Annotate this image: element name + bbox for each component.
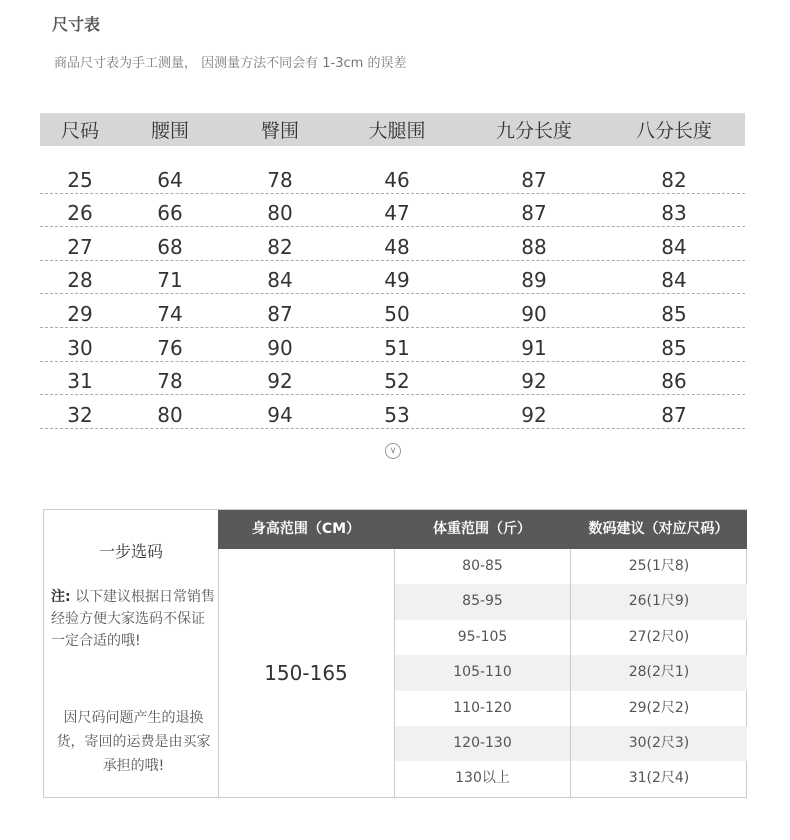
table-cell: 90	[521, 301, 547, 326]
page-title: 尺寸表	[52, 15, 101, 34]
table-cell: 84	[267, 268, 293, 293]
recommendation-info-panel	[44, 510, 219, 797]
table-cell: 28	[67, 268, 93, 293]
table-row	[40, 328, 745, 362]
table-cell: 83	[661, 201, 687, 226]
table-cell: 80	[267, 201, 293, 226]
table-row	[395, 726, 747, 761]
recommendation-title: 一步选码	[98, 542, 163, 561]
size-header-cell: 八分长度	[635, 120, 712, 142]
weight-range-cell: 85-95	[395, 584, 571, 619]
table-cell: 85	[661, 335, 687, 360]
header-weight-range: 体重范围（斤）	[433, 521, 531, 537]
measurement-note: 商品尺寸表为手工测量， 因测量方法不同会有 1-3cm 的误差	[54, 56, 407, 71]
table-cell: 51	[384, 335, 410, 360]
table-cell: 82	[661, 167, 687, 192]
weight-range-cell: 130以上	[395, 761, 571, 796]
table-cell: 90	[267, 335, 293, 360]
table-cell: 53	[384, 402, 410, 427]
weight-range-cell: 120-130	[395, 726, 571, 761]
table-cell: 68	[157, 234, 183, 259]
size-header-cell: 大腿围	[368, 120, 426, 142]
table-cell: 84	[661, 268, 687, 293]
table-cell: 48	[384, 234, 410, 259]
table-row	[395, 761, 747, 796]
table-row	[40, 362, 745, 396]
table-cell: 27	[67, 234, 93, 259]
table-cell: 86	[661, 369, 687, 394]
table-row	[40, 395, 745, 429]
size-suggestion-cell: 30(2尺3)	[628, 735, 690, 751]
table-cell: 76	[157, 335, 183, 360]
table-row	[40, 227, 745, 261]
table-row	[40, 194, 745, 228]
table-row	[395, 620, 747, 655]
table-cell: 92	[521, 369, 547, 394]
table-cell: 89	[521, 268, 547, 293]
table-cell: 91	[521, 335, 547, 360]
size-suggestion-cell: 31(2尺4)	[628, 770, 690, 787]
notice-text: 以下建议根据日常销售经验方便大家选码不保证一定合适的哦!	[51, 589, 216, 649]
table-cell: 88	[521, 234, 547, 259]
table-cell: 94	[267, 402, 293, 427]
recommendation-notice	[51, 586, 216, 652]
return-shipping-note: 因尺码问题产生的退换货，寄回的运费是由买家承担的哦!	[56, 710, 211, 774]
table-row	[395, 584, 747, 619]
size-suggestion-cell: 29(2尺2)	[628, 699, 690, 716]
header-height-range: 身高范围（CM）	[251, 521, 361, 537]
size-header-cell: 九分长度	[495, 120, 572, 142]
table-cell: 29	[67, 301, 93, 326]
size-table	[40, 113, 745, 429]
table-cell: 74	[157, 301, 183, 326]
table-row	[40, 294, 745, 328]
table-cell: 87	[521, 201, 547, 226]
size-recommendation-table	[43, 509, 747, 798]
table-row	[395, 691, 747, 726]
table-cell: 64	[157, 167, 183, 192]
table-row	[40, 261, 745, 295]
table-cell: 87	[661, 402, 687, 427]
table-cell: 49	[384, 268, 410, 293]
table-cell: 80	[157, 402, 183, 427]
table-cell: 87	[521, 167, 547, 192]
table-cell: 66	[157, 201, 183, 226]
table-cell: 46	[384, 167, 410, 192]
size-table-header	[40, 113, 745, 146]
notice-label: 注:	[51, 589, 71, 605]
table-row	[40, 160, 745, 194]
table-cell: 47	[384, 201, 410, 226]
size-header-cell: 尺码	[60, 120, 99, 142]
size-table-body	[40, 160, 745, 429]
recommendation-header	[218, 510, 747, 549]
weight-range-cell: 95-105	[395, 620, 571, 655]
table-cell: 32	[67, 402, 93, 427]
size-suggestion-cell: 25(1尺8)	[628, 558, 690, 574]
table-cell: 92	[521, 402, 547, 427]
table-cell: 84	[661, 234, 687, 259]
weight-range-cell: 105-110	[395, 655, 571, 690]
size-suggestion-cell: 27(2尺0)	[628, 628, 690, 645]
size-header-cell: 腰围	[150, 120, 189, 142]
table-cell: 71	[157, 268, 183, 293]
header-size-suggestion: 数码建议（对应尺码）	[588, 521, 729, 537]
size-header-cell: 臀围	[260, 120, 299, 142]
table-cell: 50	[384, 301, 410, 326]
table-cell: 78	[267, 167, 293, 192]
table-cell: 26	[67, 201, 93, 226]
table-cell: 82	[267, 234, 293, 259]
table-cell: 25	[67, 167, 93, 192]
table-cell: 30	[67, 335, 93, 360]
height-range-value: 150-165	[218, 549, 395, 797]
size-suggestion-cell: 26(1尺9)	[628, 593, 690, 610]
weight-range-cell: 80-85	[395, 549, 571, 584]
table-cell: 87	[267, 301, 293, 326]
table-row	[395, 549, 747, 584]
weight-range-cell: 110-120	[395, 691, 571, 726]
table-cell: 31	[67, 369, 93, 394]
table-row	[395, 655, 747, 690]
table-cell: 92	[267, 369, 293, 394]
table-cell: 78	[157, 369, 183, 394]
table-cell: 52	[384, 369, 410, 394]
chevron-down-circle-icon[interactable]: ∨	[385, 443, 401, 459]
size-suggestion-cell: 28(2尺1)	[628, 664, 690, 681]
table-cell: 85	[661, 301, 687, 326]
